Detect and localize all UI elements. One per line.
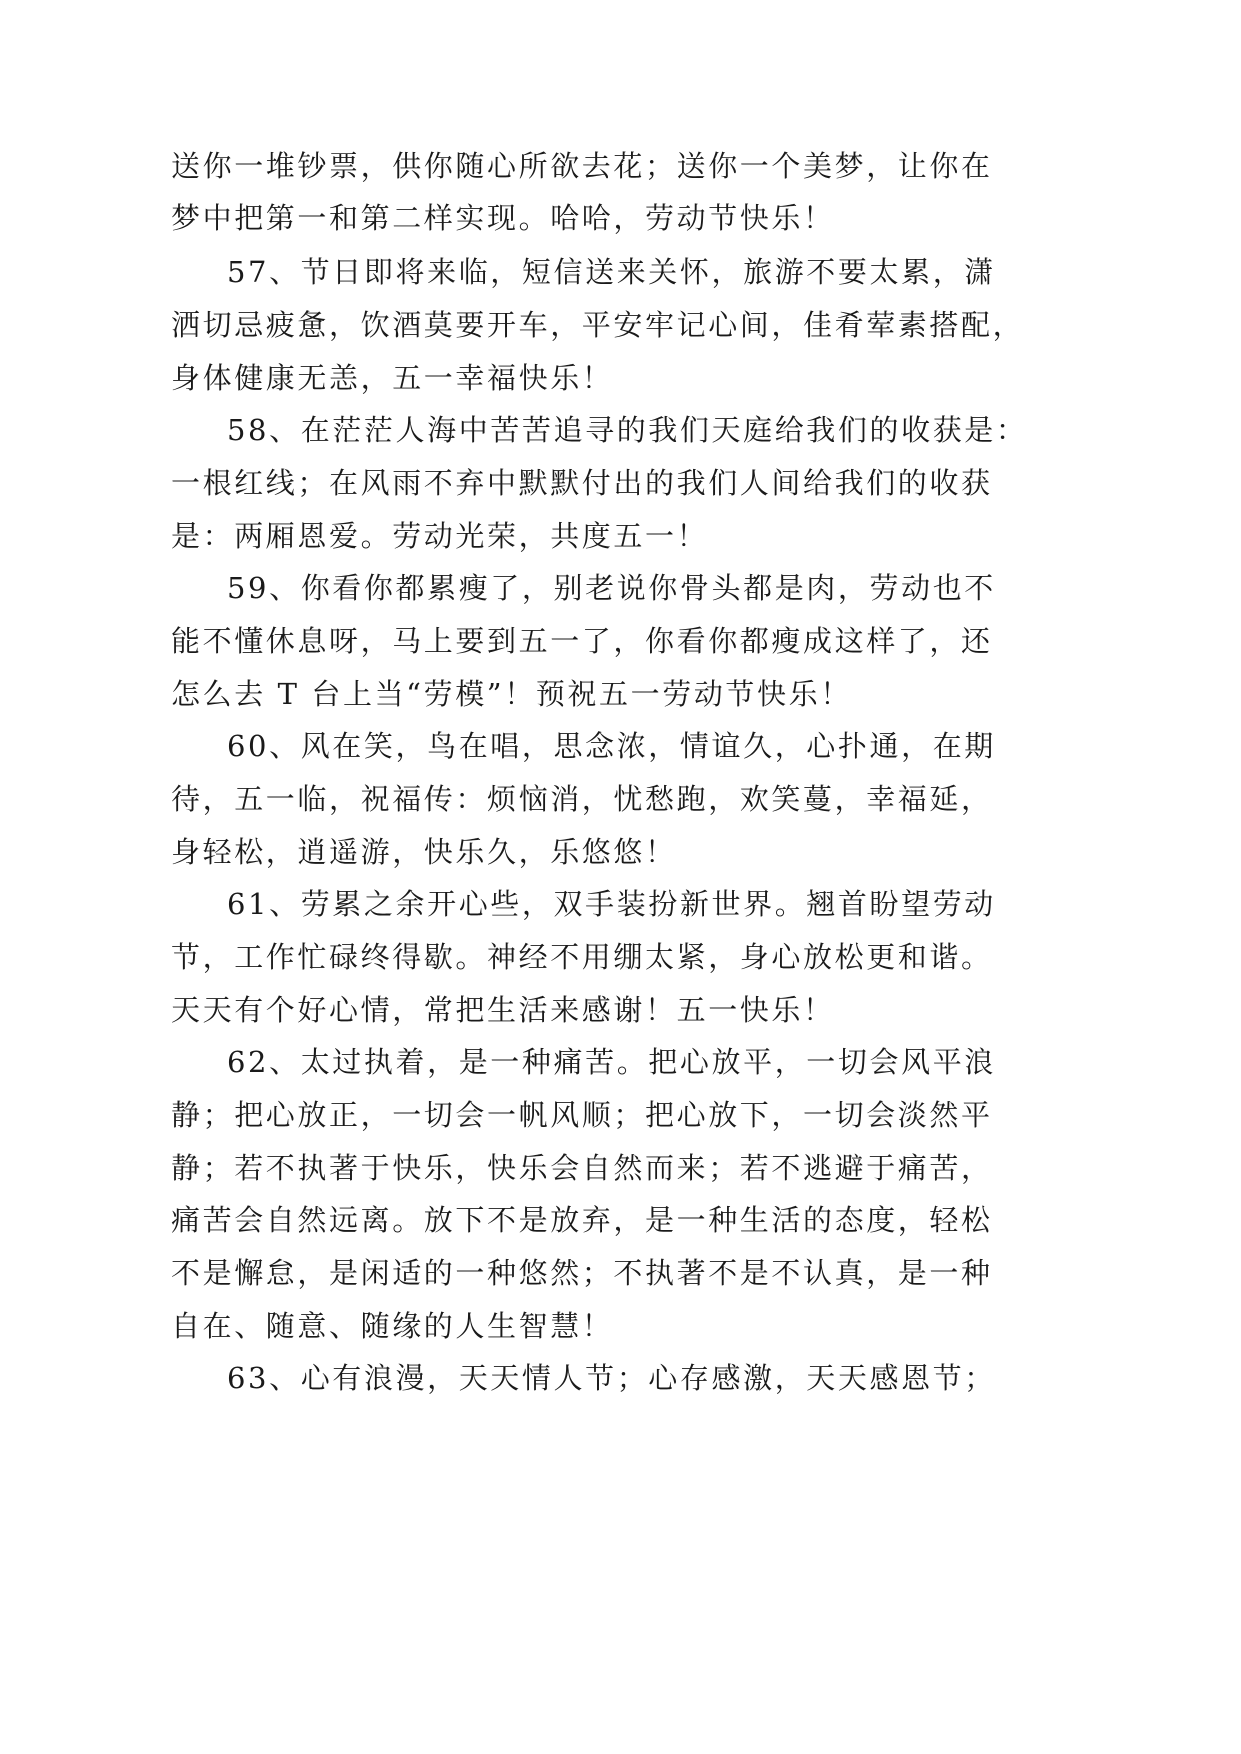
text-line: 节，工作忙碌终得歇。神经不用绷太紧，身心放松更和谐。	[171, 940, 993, 974]
text-line: 身体健康无恙，五一幸福快乐！	[171, 361, 614, 395]
text-line: 63、心有浪漫，天天情人节；心存感激，天天感恩节；	[227, 1361, 996, 1395]
text-line: 自在、随意、随缘的人生智慧！	[171, 1309, 614, 1343]
text-line: 57、节日即将来临，短信送来关怀，旅游不要太累，潇	[227, 255, 996, 289]
text-line: 不是懈怠，是闲适的一种悠然；不执著不是不认真，是一种	[171, 1256, 993, 1290]
text-line: 能不懂休息呀，马上要到五一了，你看你都瘦成这样了，还	[171, 624, 993, 658]
text-line: 是：两厢恩爱。劳动光荣，共度五一！	[171, 519, 709, 553]
text-line: 一根红线；在风雨不弃中默默付出的我们人间给我们的收获	[171, 466, 993, 500]
text-line: 59、你看你都累瘦了，别老说你骨头都是肉，劳动也不	[227, 571, 996, 605]
text-line: 60、风在笑，鸟在唱，思念浓，情谊久，心扑通，在期	[227, 729, 996, 763]
text-line: 梦中把第一和第二样实现。哈哈，劳动节快乐！	[171, 201, 835, 235]
text-line: 怎么去 T 台上当“劳模”！预祝五一劳动节快乐！	[171, 677, 852, 711]
text-line: 痛苦会自然远离。放下不是放弃，是一种生活的态度，轻松	[171, 1203, 993, 1237]
text-line: 62、太过执着，是一种痛苦。把心放平，一切会风平浪	[227, 1045, 996, 1079]
text-line: 天天有个好心情，常把生活来感谢！五一快乐！	[171, 993, 835, 1027]
text-line: 静；把心放正，一切会一帆风顺；把心放下，一切会淡然平	[171, 1098, 993, 1132]
text-line: 洒切忌疲惫，饮酒莫要开车，平安牢记心间，佳肴荤素搭配，	[171, 308, 1025, 342]
text-line: 送你一堆钞票，供你随心所欲去花；送你一个美梦，让你在	[171, 149, 993, 183]
text-line: 身轻松，逍遥游，快乐久，乐悠悠！	[171, 835, 677, 869]
text-line: 静；若不执著于快乐，快乐会自然而来；若不逃避于痛苦，	[171, 1151, 993, 1185]
text-line: 58、在茫茫人海中苦苦追寻的我们天庭给我们的收获是：	[227, 413, 1028, 447]
text-line: 待，五一临，祝福传：烦恼消，忧愁跑，欢笑蔓，幸福延，	[171, 782, 993, 816]
text-line: 61、劳累之余开心些，双手装扮新世界。翘首盼望劳动	[227, 887, 996, 921]
